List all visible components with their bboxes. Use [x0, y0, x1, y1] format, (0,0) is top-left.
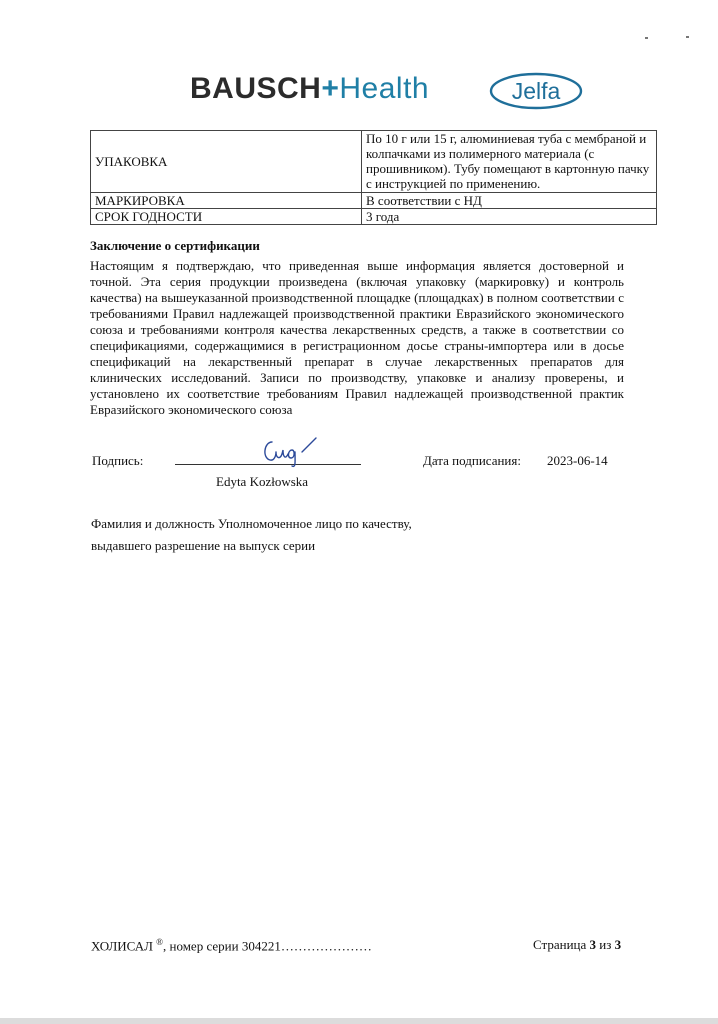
page-of: из [599, 937, 612, 952]
brand-sub-text: Health [339, 72, 430, 105]
row-value: 3 года [362, 209, 657, 225]
certification-text: Настоящим я подтверждаю, что приведенная выше информация является достоверной и точной. Эта серия продукции произведена (включая упаковку (маркировку) и контроль качества) на вышеуказанной производственной площадке (площадках) в полном соответствии с требованиями Правил надлежащей производственной практики Евразийского экономического союза и требованиями контроля качества лекарственных средств, а также в соответствии со спецификациями, содержащимися в регистрационном досье страны-импортера или в досье спецификаций на лекарственный препарат в случае лекарственных препаратов для клинических исследований. Записи по производству, упаковке и анализу проверены, и установлено их соответствие требованиям Правил надлежащей производственной практик Евразийского экономического союза [90, 258, 624, 417]
role-line-2: выдавшего разрешение на выпуск серии [91, 538, 316, 553]
spec-table [90, 130, 657, 225]
row-value: По 10 г или 15 г, алюминиевая туба с мембраной и колпачками из полимерного материала (с прошивником). Тубу помещают в картонную пачку с инструкцией по применению. [362, 131, 657, 193]
brand-main-text: BAUSCH [190, 72, 322, 105]
page-current: 3 [589, 937, 597, 952]
product-name: ХОЛИСАЛ [91, 938, 153, 954]
row-label: СРОК ГОДНОСТИ [91, 209, 362, 225]
scan-speck [645, 37, 648, 39]
row-value: В соответствии с НД [362, 193, 657, 209]
table-row [91, 193, 657, 209]
handwritten-signature [258, 432, 320, 468]
row-label: МАРКИРОВКА [91, 193, 362, 209]
partner-logo-text: Jelfa [511, 78, 561, 104]
signature-label: Подпись: [92, 453, 144, 468]
signer-name: Edyta Kozłowska [216, 474, 309, 489]
date-value: 2023-06-14 [547, 453, 608, 468]
page-total: 3 [614, 937, 622, 952]
page-word: Страница [533, 937, 587, 952]
trademark-symbol: ® [156, 937, 163, 947]
scan-speck [686, 36, 689, 38]
role-line-1: Фамилия и должность Уполномоченное лицо по качеству, [91, 516, 412, 531]
table-row [91, 131, 657, 193]
batch-number: , номер серии 304221………………… [163, 938, 372, 954]
footer-batch [91, 937, 372, 954]
brand-plus-mark: + [321, 72, 340, 105]
jelfa-logo [489, 71, 583, 111]
bausch-health-logo [190, 72, 429, 106]
date-label: Дата подписания: [423, 453, 521, 468]
table-row [91, 209, 657, 225]
page-number [533, 937, 621, 953]
row-label: УПАКОВКА [91, 131, 362, 193]
scan-edge [0, 1018, 718, 1024]
certification-heading: Заключение о сертификации [90, 238, 260, 253]
